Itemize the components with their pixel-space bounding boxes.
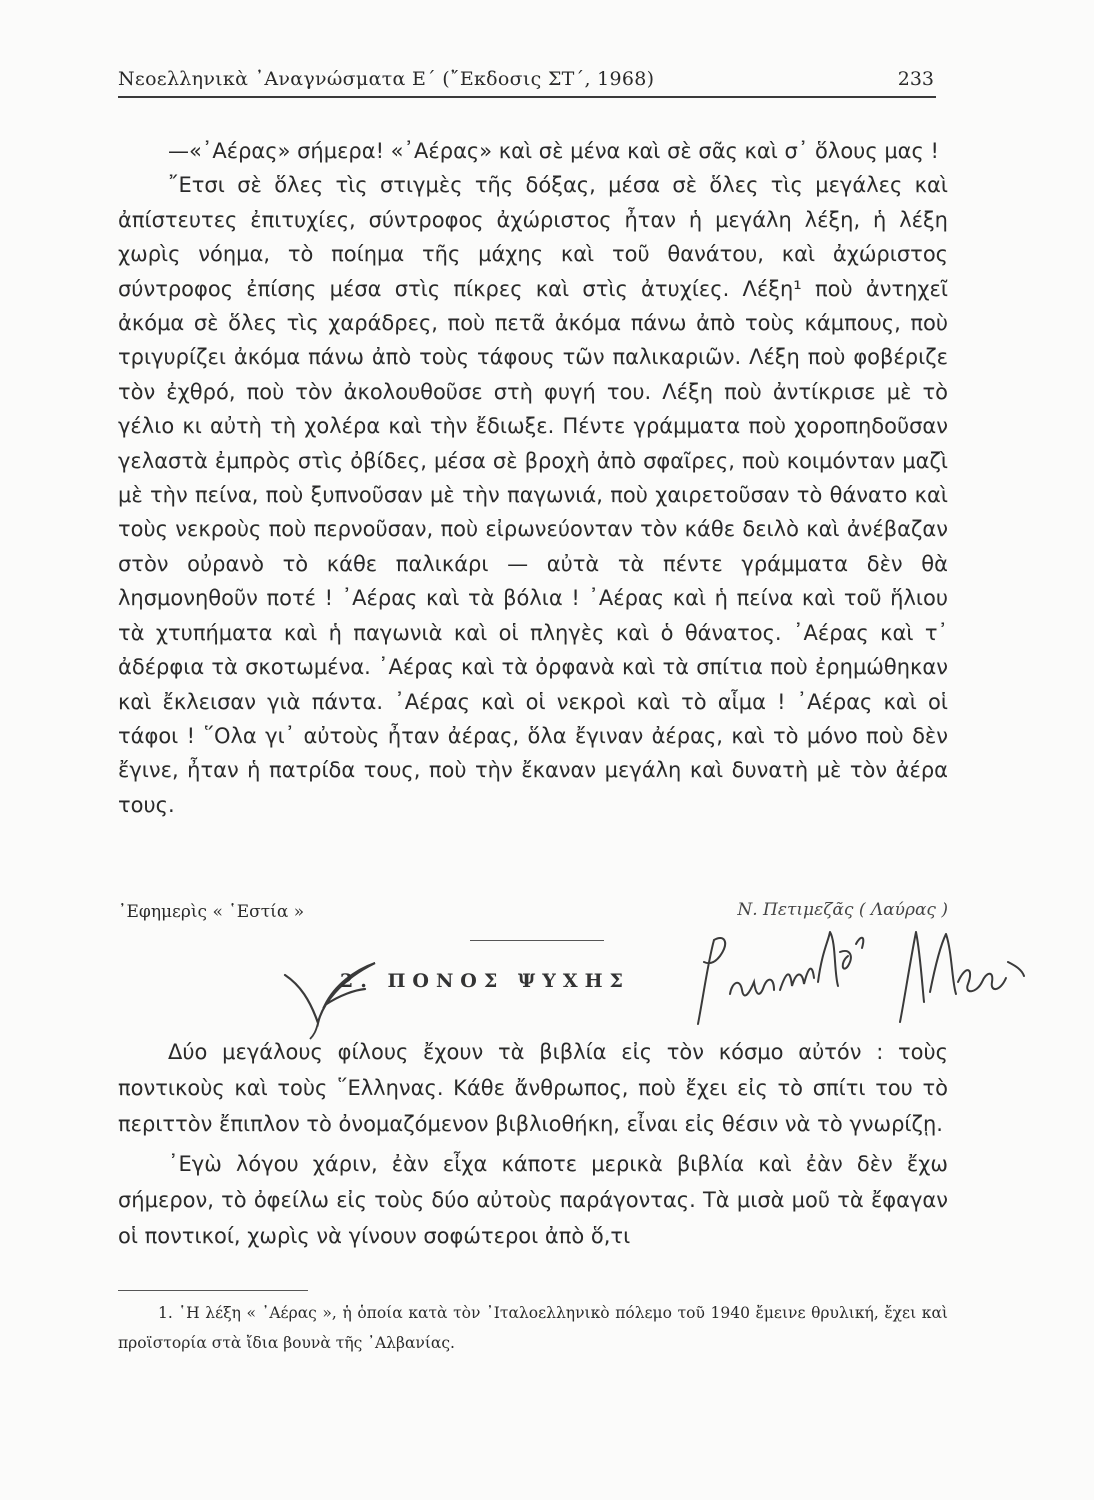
section-title: 2. ΠΟΝΟΣ ΨΥΧΗΣ — [340, 970, 630, 992]
handwritten-check-mark — [270, 945, 400, 1040]
page-number: 233 — [897, 68, 934, 90]
section-divider — [470, 940, 604, 941]
paragraph: Δύο μεγάλους φίλους ἔχουν τὰ βιβλία εἰς τὸν κόσμο αὐτόν : τοὺς ποντικοὺς καὶ τοὺς ῞Ελληνας. Κάθε ἄνθρωπος, ποὺ ἔχει εἰς τὸ σπίτι του τὸ περιττὸν ἔπιπλον τὸ ὀνομαζόμενον βιβλιοθήκη, εἶναι εἰς θέσιν νὰ τὸ γνωρίζῃ. — [118, 1040, 948, 1136]
paragraph: ῎Ετσι σὲ ὅλες τὶς στιγμὲς τῆς δόξας, μέσα σὲ ὅλες τὶς μεγάλες καὶ ἀπίστευτες ἐπιτυχίες, σύντροφος ἀχώριστος ἦταν ἡ μεγάλη λέξη, ἡ λέξη χωρὶς νόημα, τὸ ποίημα τῆς μάχης καὶ τοῦ θανάτου, καὶ ἀχώριστος σύντροφος ἐπίσης μέσα στὶς πίκρες καὶ στὶς ἀτυχίες. Λέξη¹ ποὺ ἀντηχεῖ ἀκόμα σὲ ὅλες τὶς χαράδρες, ποὺ πετᾶ ἀκόμα πάνω ἀπὸ τοὺς κάμπους, ποὺ τριγυρίζει ἀκόμα πάνω ἀπὸ τοὺς τάφους τῶν παλικαριῶν. Λέξη ποὺ φοβέριζε τὸν ἐχθρό, ποὺ τὸν ἀκολουθοῦσε στὴ φυγή του. Λέξη ποὺ ἀντίκρισε μὲ τὸ γέλιο κι αὐτὴ τὴ χολέρα καὶ τὴν ἔδιωξε. Πέντε γράμματα ποὺ χοροπηδοῦσαν γελαστὰ ἐμπρὸς στὶς ὀβίδες, μέσα σὲ βροχὴ ἀπὸ σφαῖρες, ποὺ κοιμόνταν μαζὶ μὲ τὴν πείνα, ποὺ ξυπνοῦσαν μὲ τὴν παγωνιά, ποὺ χαιρετοῦσαν τὸ θάνατο καὶ τοὺς νεκροὺς ποὺ περνοῦσαν, ποὺ εἰρωνεύονταν τὸν κάθε δειλὸ καὶ ἀνέβαζαν στὸν οὐρανὸ τὸ κάθε παλικάρι — αὐτὰ τὰ πέντε γράμματα δὲν θὰ λησμονηθοῦν ποτέ ! ᾿Αέρας καὶ τὰ βόλια ! ᾿Αέρας καὶ ἡ πείνα καὶ τοῦ ἥλιου τὰ χτυπήματα καὶ ἡ παγωνιὰ καὶ οἱ πληγὲς καὶ ὁ θάνατος. ᾿Αέρας καὶ τ᾿ ἀδέρφια τὰ σκοτωμένα. ᾿Αέρας καὶ τὰ ὀρφανὰ καὶ τὰ σπίτια ποὺ ἐρημώθηκαν καὶ ἔκλεισαν γιὰ πάντα. ᾿Αέρας καὶ οἱ νεκροὶ καὶ τὸ αἷμα ! ᾿Αέρας καὶ οἱ τάφοι ! ῞Ολα γι᾿ αὐτοὺς ἦταν ἀέρας, ὅλα ἔγιναν ἀέρας, καὶ τὸ μόνο ποὺ δὲν ἔγινε, ἦταν ἡ πατρίδα τους, ποὺ τὴν ἔκαναν μεγάλη καὶ δυνατὴ μὲ τὸν ἀέρα τους. — [118, 173, 948, 817]
footnote-text: 1. ῾Η λέξη « ᾿Αέρας », ἡ ὁποία κατὰ τὸν ᾿Ιταλοελληνικὸ πόλεμο τοῦ 1940 ἔμεινε θρυλική, ἔχει καὶ προϊστορία στὰ ἴδια βουνὰ τῆς ᾿Αλβανίας. — [118, 1304, 948, 1352]
paragraph: —«᾿Αέρας» σήμερα! «᾿Αέρας» καὶ σὲ μένα καὶ σὲ σᾶς καὶ σ᾿ ὅλους μας ! — [168, 139, 939, 163]
passage-ponos-psyches — [118, 1034, 948, 1254]
paragraph: ᾿Εγὼ λόγου χάριν, ἐὰν εἶχα κάποτε μερικὰ βιβλία καὶ ἐὰν δὲν ἔχω σήμερον, τὸ ὀφείλω εἰς τοὺς δύο αὐτοὺς παράγοντας. Τὰ μισὰ μοῦ τὰ ἔφαγαν οἱ ποντικοί, χωρὶς νὰ γίνουν σοφώτεροι ἀπὸ ὅ,τι — [118, 1152, 948, 1248]
footnote-rule — [118, 1290, 308, 1291]
running-header — [118, 66, 936, 98]
passage-aeras — [118, 134, 948, 822]
footnote — [118, 1298, 948, 1358]
source-citation: ᾿Εφημερὶς « ῾Εστία » — [118, 902, 305, 922]
author-name: Ν. Πετιμεζᾶς ( Λαύρας ) — [737, 900, 948, 920]
book-title: Νεοελληνικὰ ᾿Αναγνώσματα Ε΄ (῎Εκδοσις ΣΤ΄, 1968) — [118, 68, 655, 90]
handwritten-signature — [690, 912, 1030, 1032]
